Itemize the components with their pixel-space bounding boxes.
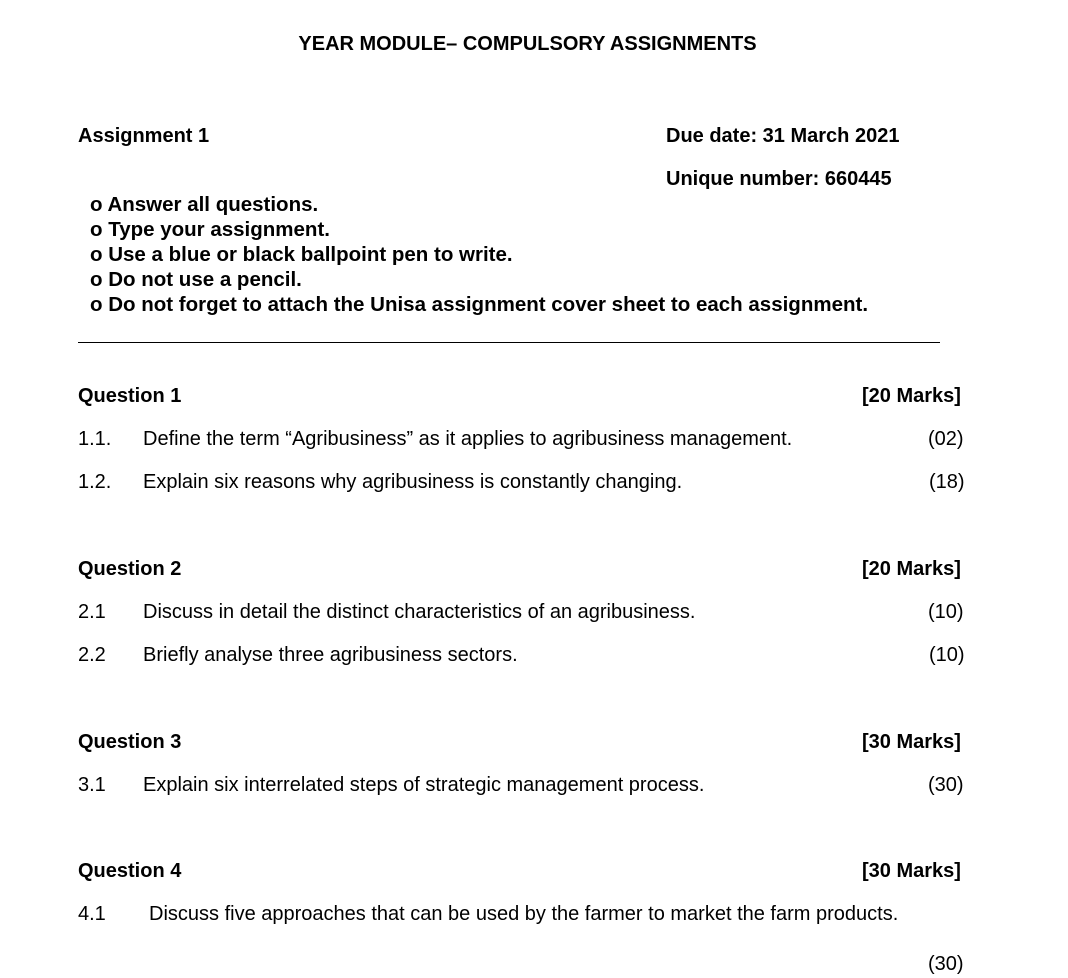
assignment-label: Assignment 1 [78,125,210,147]
item-text: Explain six interrelated steps of strategic management process. [143,774,705,796]
unique-number: Unique number: 660445 [666,168,892,190]
item-marks: (10) [928,601,964,623]
instruction-item: o Answer all questions. [90,193,319,216]
item-text: Briefly analyse three agribusiness sectors. [143,644,518,666]
instruction-item: o Do not use a pencil. [90,268,302,291]
question-1-title: Question 1 [78,385,182,407]
question-3-marks: [30 Marks] [862,731,961,753]
item-text: Discuss five approaches that can be used by the farmer to market the farm products. [149,903,899,925]
instruction-item: o Do not forget to attach the Unisa assignment cover sheet to each assignment. [90,293,869,316]
instruction-item: o Use a blue or black ballpoint pen to write. [90,243,513,266]
item-marks: (02) [928,428,964,450]
question-4-title: Question 4 [78,860,182,882]
item-text: Define the term “Agribusiness” as it applies to agribusiness management. [143,428,793,450]
item-marks: (18) [929,471,965,493]
question-4-marks: [30 Marks] [862,860,961,882]
item-marks: (10) [929,644,965,666]
item-marks: (30) [928,953,964,975]
item-number: 2.1 [78,601,106,623]
question-2-marks: [20 Marks] [862,558,961,580]
item-number: 1.1. [78,428,112,450]
item-number: 1.2. [78,471,112,493]
item-number: 3.1 [78,774,106,796]
instructions-list [90,192,868,317]
item-marks: (30) [928,774,964,796]
item-text: Discuss in detail the distinct characteristics of an agribusiness. [143,601,696,623]
divider-line [78,342,940,343]
page-title: YEAR MODULE– COMPULSORY ASSIGNMENTS [298,33,757,55]
question-3-title: Question 3 [78,731,182,753]
item-number: 2.2 [78,644,106,666]
due-date: Due date: 31 March 2021 [666,125,900,147]
question-2-title: Question 2 [78,558,182,580]
question-1-marks: [20 Marks] [862,385,961,407]
item-number: 4.1 [78,903,106,925]
item-text: Explain six reasons why agribusiness is constantly changing. [143,471,683,493]
instruction-item: o Type your assignment. [90,218,330,241]
